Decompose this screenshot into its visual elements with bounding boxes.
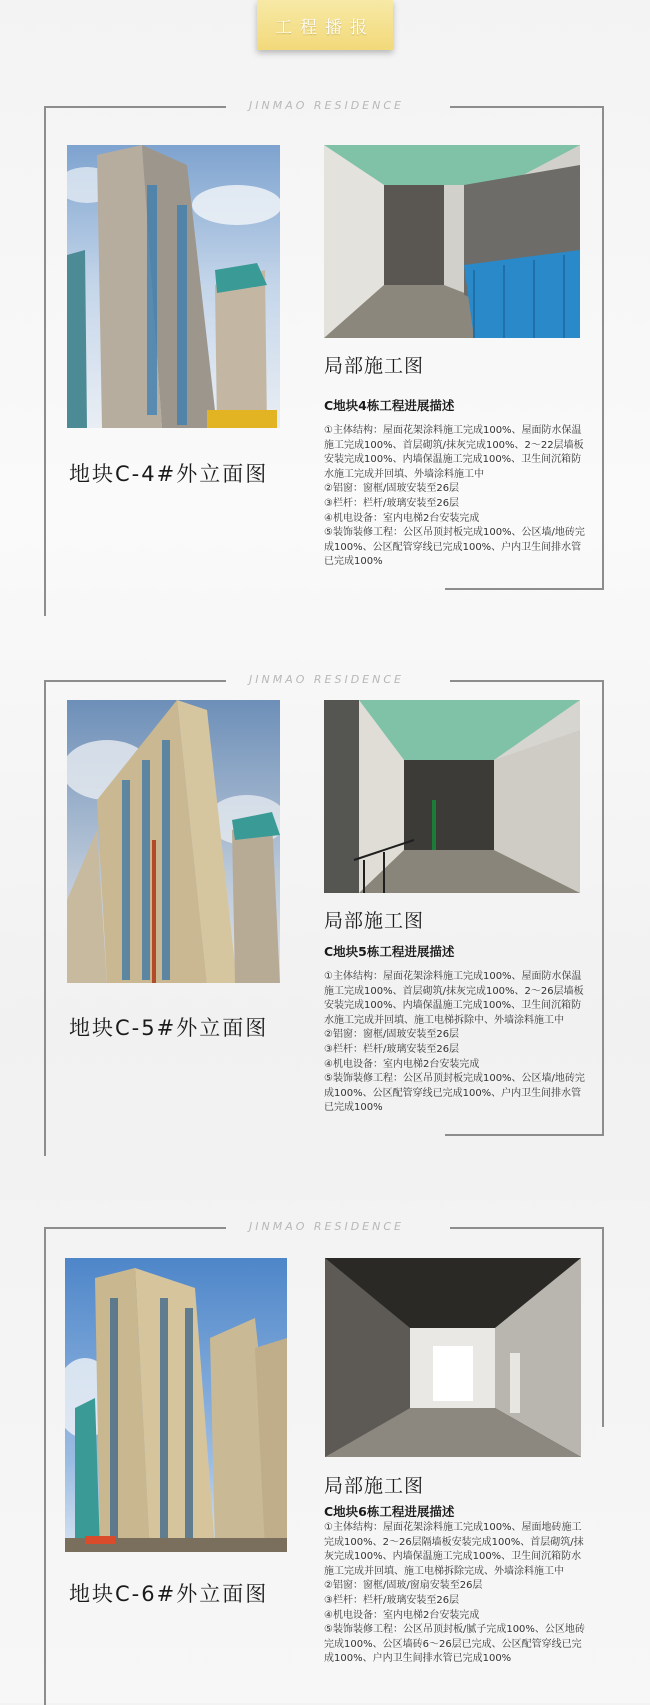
watermark: JINMAO RESIDENCE [249,99,404,112]
desc-title: C地块4栋工程进展描述 [324,398,455,413]
desc-line: ②铝窗：窗框/固玻/窗扇安装至26层 [324,1580,483,1592]
desc-line: ②铝窗：窗框/固玻安装至26层 [324,1029,460,1041]
desc-line: ③栏杆：栏杆/玻璃安装至26层 [324,1594,460,1606]
facade-caption: 地块C-5#外立面图 [69,1016,269,1040]
local-photo-c6 [325,1258,581,1457]
local-photo-c4 [324,145,580,338]
header-title: 工程播报 [275,17,375,38]
desc-line: ⑤装饰装修工程：公区吊顶封板完成100%、公区墙/地砖完成100%、公区配管穿线已完成100%、户内卫生间排水管已完成100% [324,527,585,568]
desc-line: ③栏杆：栏杆/玻璃安装至26层 [324,1043,460,1055]
desc-line: ④机电设备：室内电梯2台安装完成 [324,1609,480,1621]
desc-title: C地块6栋工程进展描述 [324,1504,455,1519]
facade-caption: 地块C-4#外立面图 [69,462,269,486]
watermark: JINMAO RESIDENCE [249,673,404,686]
desc-line: ④机电设备：室内电梯2台安装完成 [324,512,480,524]
facade-caption: 地块C-6#外立面图 [69,1582,269,1606]
facade-photo-c6 [65,1258,287,1552]
desc-text [324,424,586,570]
desc-text [324,1521,586,1667]
desc-text [324,970,586,1116]
local-title: 局部施工图 [324,910,425,932]
local-photo-c5 [324,700,580,893]
header-badge [257,0,393,50]
desc-line: ①主体结构：屋面花架涂料施工完成100%、屋面防水保温施工完成100%、首层砌筑/抹灰完成100%、2～22层墙板安装完成100%、内墙保温施工完成100%、卫生间沉箱防水施工完成并回填、外墙涂料施工中 [324,425,584,480]
local-title: 局部施工图 [324,355,425,377]
desc-line: ⑤装饰装修工程：公区吊顶封板/腻子完成100%、公区地砖完成100%、公区墙砖6～26层已完成、公区配管穿线已完成100%、户内卫生间排水管已完成100% [324,1624,585,1665]
desc-line: ⑤装饰装修工程：公区吊顶封板完成100%、公区墙/地砖完成100%、公区配管穿线已完成100%、户内卫生间排水管已完成100% [324,1073,585,1114]
facade-photo-c4 [67,145,280,428]
desc-line: ④机电设备：室内电梯2台安装完成 [324,1058,480,1070]
desc-line: ①主体结构：屋面花架涂料施工完成100%、屋面防水保温施工完成100%、首层砌筑/抹灰完成100%、2～26层墙板安装完成100%、内墙保温施工完成100%、卫生间沉箱防水施工完成并回填、施工电梯拆除中、外墙涂料施工中 [324,971,584,1026]
facade-photo-c5 [67,700,280,983]
desc-title: C地块5栋工程进展描述 [324,944,455,959]
local-title: 局部施工图 [324,1475,425,1497]
desc-line: ②铝窗：窗框/固玻安装至26层 [324,483,460,495]
desc-line: ③栏杆：栏杆/玻璃安装至26层 [324,497,460,509]
watermark: JINMAO RESIDENCE [249,1220,404,1233]
desc-line: ①主体结构：屋面花架涂料施工完成100%、屋面地砖施工完成100%、2～26层隔墙板安装完成100%、首层砌筑/抹灰完成100%、内墙保温施工完成100%、卫生间沉箱防水施工完成并回填、施工电梯拆除完成、外墙涂料施工中 [324,1522,584,1577]
